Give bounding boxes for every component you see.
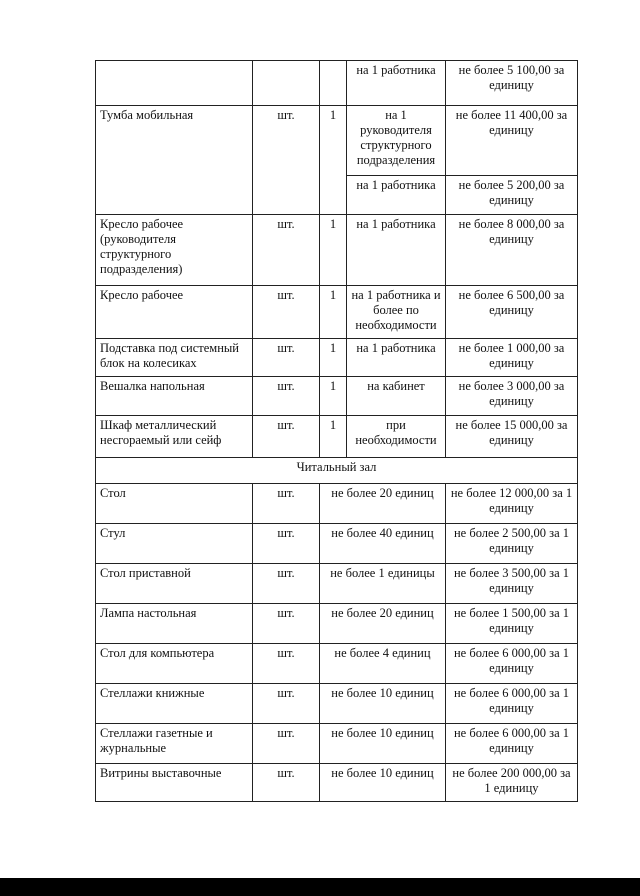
item-norm: на 1 работника [347,215,446,286]
item-name: Стеллажи газетные и журнальные [96,724,253,764]
item-price: не более 1 000,00 за единицу [446,339,578,377]
item-unit: шт. [253,564,320,604]
scan-edge-bar [0,878,640,896]
item-norm: на 1 работника [347,61,446,106]
item-price: не более 12 000,00 за 1 единицу [446,484,578,524]
item-name: Стул [96,524,253,564]
item-name: Шкаф металлический несгораемый или сейф [96,416,253,458]
item-price: не более 5 100,00 за единицу [446,61,578,106]
item-price: не более 11 400,00 за единицу [446,106,578,176]
item-price: не более 2 500,00 за 1 единицу [446,524,578,564]
furniture-norms-table [95,60,578,802]
item-name: Стеллажи книжные [96,684,253,724]
section-row [96,458,578,484]
table-row [96,377,578,416]
section-title: Читальный зал [96,458,578,484]
item-qty [320,61,347,106]
table-row [96,564,578,604]
item-unit: шт. [253,644,320,684]
item-name: Стол приставной [96,564,253,604]
item-qty: не более 4 единиц [320,644,446,684]
item-name: Витрины выставочные [96,764,253,802]
item-price: не более 5 200,00 за единицу [446,176,578,215]
item-price: не более 1 500,00 за 1 единицу [446,604,578,644]
item-unit: шт. [253,286,320,339]
table-row [96,684,578,724]
item-name: Тумба мобильная [96,106,253,215]
item-unit: шт. [253,724,320,764]
table-row [96,286,578,339]
table-row [96,764,578,802]
table-row [96,339,578,377]
item-qty: не более 20 единиц [320,484,446,524]
item-unit: шт. [253,604,320,644]
item-name: Стол [96,484,253,524]
table-row [96,524,578,564]
table-row [96,484,578,524]
item-qty: 1 [320,377,347,416]
table-row [96,644,578,684]
item-unit: шт. [253,377,320,416]
item-price: не более 15 000,00 за единицу [446,416,578,458]
table-row [96,604,578,644]
item-price: не более 3 000,00 за единицу [446,377,578,416]
item-norm: на 1 руководителя структурного подразделения [347,106,446,176]
item-qty: не более 40 единиц [320,524,446,564]
table-row [96,416,578,458]
table-row [96,106,578,176]
item-unit: шт. [253,764,320,802]
item-unit: шт. [253,215,320,286]
table-row [96,61,578,106]
item-norm: на 1 работника [347,176,446,215]
item-qty: 1 [320,215,347,286]
item-price: не более 6 000,00 за 1 единицу [446,724,578,764]
item-unit [253,61,320,106]
item-name: Лампа настольная [96,604,253,644]
item-name: Кресло рабочее (руководителя структурного подразделения) [96,215,253,286]
item-qty: не более 10 единиц [320,724,446,764]
item-norm: на 1 работника и более по необходимости [347,286,446,339]
item-unit: шт. [253,484,320,524]
item-unit: шт. [253,416,320,458]
item-name: Вешалка напольная [96,377,253,416]
item-qty: не более 20 единиц [320,604,446,644]
item-name: Кресло рабочее [96,286,253,339]
item-qty: не более 10 единиц [320,764,446,802]
item-price: не более 6 500,00 за единицу [446,286,578,339]
item-unit: шт. [253,106,320,215]
item-norm: при необходимости [347,416,446,458]
item-name: Подставка под системный блок на колесиках [96,339,253,377]
item-name: Стол для компьютера [96,644,253,684]
item-qty: 1 [320,339,347,377]
item-qty: 1 [320,286,347,339]
table-row [96,215,578,286]
item-name [96,61,253,106]
item-qty: не более 10 единиц [320,684,446,724]
item-qty: 1 [320,106,347,215]
item-price: не более 3 500,00 за 1 единицу [446,564,578,604]
item-price: не более 6 000,00 за 1 единицу [446,644,578,684]
table-row [96,724,578,764]
item-unit: шт. [253,524,320,564]
item-price: не более 8 000,00 за единицу [446,215,578,286]
item-price: не более 200 000,00 за 1 единицу [446,764,578,802]
item-price: не более 6 000,00 за 1 единицу [446,684,578,724]
item-unit: шт. [253,684,320,724]
item-norm: на кабинет [347,377,446,416]
item-norm: на 1 работника [347,339,446,377]
item-qty: 1 [320,416,347,458]
item-qty: не более 1 единицы [320,564,446,604]
item-unit: шт. [253,339,320,377]
